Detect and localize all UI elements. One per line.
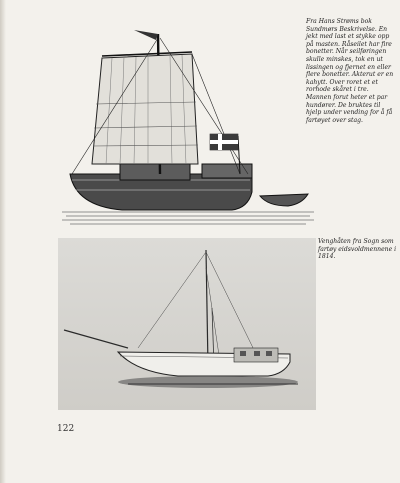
page-number: 122 — [57, 424, 75, 434]
page-edge — [0, 0, 6, 483]
caption-top: Fra Hans Strøms bok Sundmørs Beskrivelse. En jekt med last et stykke opp på masten. Råseilet har fire bonetter. Når seilføringen skulle minskes, tok en ut lissingen og fjernet en eller flere bonetter. Akterut er en kahytt. Over roret et et rorhode skåret i tre. Mannen forut heter et par hundører. De bruktes til hjelp under vending for å få fartøyet over stag. — [306, 18, 394, 124]
boat-photograph — [58, 238, 316, 410]
danish-flag-icon — [210, 134, 238, 150]
caption-bottom: Venghåten fra Sogn som fartøy eidsvoldmennene i 1814. — [318, 238, 397, 261]
jekt-engraving — [62, 24, 314, 232]
